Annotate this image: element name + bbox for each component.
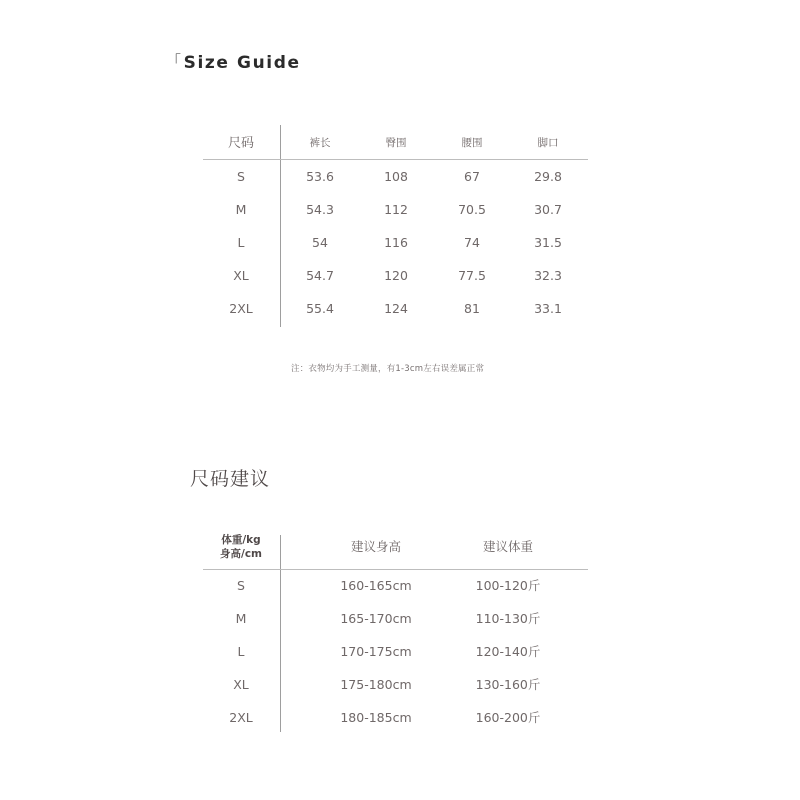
value-cell: 116 bbox=[384, 235, 408, 250]
header-size: 尺码 bbox=[227, 136, 255, 151]
size-guide-title bbox=[166, 52, 301, 73]
weight-cell: 110-130斤 bbox=[475, 611, 541, 626]
size-cell: M bbox=[235, 611, 247, 626]
table1-header-rule bbox=[203, 159, 588, 160]
header-waist: 腰围 bbox=[461, 137, 483, 149]
size-guide-title-text: Size Guide bbox=[183, 53, 301, 73]
header-height-unit: 身高/cm bbox=[220, 548, 262, 561]
height-cell: 170-175cm bbox=[340, 644, 412, 659]
size-cell: XL bbox=[233, 268, 249, 283]
header-corner bbox=[220, 533, 262, 561]
height-cell: 175-180cm bbox=[340, 677, 412, 692]
value-cell: 54 bbox=[312, 235, 328, 250]
header-recommended-weight: 建议体重 bbox=[482, 539, 534, 554]
value-cell: 53.6 bbox=[306, 169, 334, 184]
value-cell: 74 bbox=[464, 235, 480, 250]
title-bracket: 「 bbox=[166, 52, 183, 70]
weight-cell: 160-200斤 bbox=[475, 710, 541, 725]
size-cell: L bbox=[237, 644, 245, 659]
header-weight-unit: 体重/kg bbox=[221, 534, 261, 546]
size-cell: S bbox=[237, 169, 245, 184]
header-hem: 脚口 bbox=[537, 137, 559, 149]
height-cell: 165-170cm bbox=[340, 611, 412, 626]
size-cell: L bbox=[237, 235, 245, 250]
size-cell: 2XL bbox=[229, 710, 253, 725]
weight-cell: 130-160斤 bbox=[475, 677, 541, 692]
size-cell: 2XL bbox=[229, 301, 253, 316]
weight-cell: 100-120斤 bbox=[475, 578, 541, 593]
value-cell: 55.4 bbox=[306, 301, 334, 316]
size-cell: S bbox=[237, 578, 245, 593]
value-cell: 30.7 bbox=[534, 202, 562, 217]
size-recommendation-title: 尺码建议 bbox=[190, 468, 271, 490]
header-hip: 臀围 bbox=[385, 137, 407, 149]
table1-column-divider bbox=[280, 125, 281, 327]
value-cell: 29.8 bbox=[534, 169, 562, 184]
measurement-note: 注：衣物均为手工测量，有1-3cm左右误差属正常 bbox=[291, 364, 485, 374]
value-cell: 67 bbox=[464, 169, 480, 184]
height-cell: 160-165cm bbox=[340, 578, 412, 593]
value-cell: 31.5 bbox=[534, 235, 562, 250]
header-length: 裤长 bbox=[309, 137, 331, 149]
height-cell: 180-185cm bbox=[340, 710, 412, 725]
size-cell: XL bbox=[233, 677, 249, 692]
value-cell: 77.5 bbox=[458, 268, 486, 283]
value-cell: 54.3 bbox=[306, 202, 334, 217]
value-cell: 54.7 bbox=[306, 268, 334, 283]
table2-column-divider bbox=[280, 535, 281, 732]
value-cell: 33.1 bbox=[534, 301, 562, 316]
header-recommended-height: 建议身高 bbox=[350, 539, 402, 554]
table2-header-rule bbox=[203, 569, 588, 570]
value-cell: 32.3 bbox=[534, 268, 562, 283]
value-cell: 124 bbox=[384, 301, 408, 316]
value-cell: 81 bbox=[464, 301, 480, 316]
value-cell: 108 bbox=[384, 169, 408, 184]
value-cell: 112 bbox=[384, 202, 408, 217]
weight-cell: 120-140斤 bbox=[475, 644, 541, 659]
value-cell: 70.5 bbox=[458, 202, 486, 217]
size-cell: M bbox=[235, 202, 247, 217]
value-cell: 120 bbox=[384, 268, 408, 283]
